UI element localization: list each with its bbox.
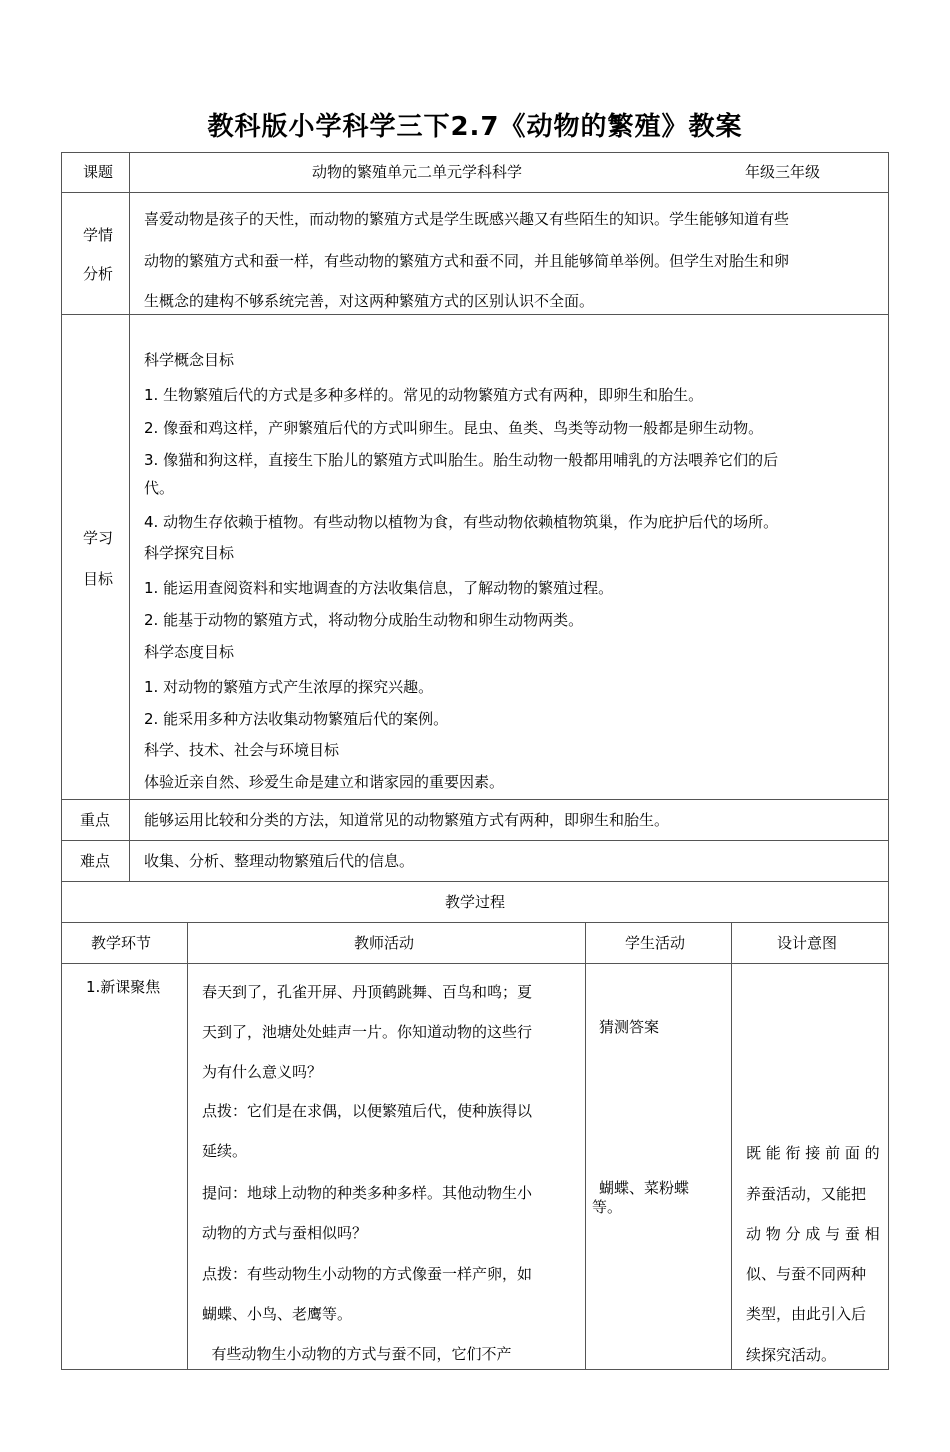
goals-label-line2: 目标: [83, 570, 114, 588]
key-point-text: 能够运用比较和分类的方法，知道常见的动物繁殖方式有两种，即卵生和胎生。: [144, 811, 670, 829]
row-divider: [61, 840, 889, 841]
teacher-activity-line: 点拨：有些动物生小动物的方式像蚕一样产卵，如: [202, 1265, 533, 1283]
teacher-activity-line: 动物的方式与蚕相似吗？: [202, 1224, 368, 1242]
col-header-design: 设计意图: [777, 934, 838, 952]
column-divider: [731, 922, 732, 1370]
analysis-text-line3: 生概念的建构不够系统完善，对这两种繁殖方式的区别认识不全面。: [144, 292, 595, 310]
concept-goal-item: 3. 像猫和狗这样，直接生下胎儿的繁殖方式叫胎生。胎生动物一般都用哺乳的方法喂养它们的后: [144, 451, 779, 469]
teacher-activity-line: 蝴蝶、小鸟、老鹰等。: [202, 1305, 353, 1323]
attitude-goal-item: 2. 能采用多种方法收集动物繁殖后代的案例。: [144, 710, 449, 728]
concept-goal-item: 2. 像蚕和鸡这样，产卵繁殖后代的方式叫卵生。昆虫、鱼类、鸟类等动物一般都是卵生动物。: [144, 419, 764, 437]
teacher-activity-line: 提问：地球上动物的种类多种多样。其他动物生小: [202, 1184, 533, 1202]
design-intent-line: 养蚕活动，又能把: [746, 1185, 867, 1203]
inquiry-goals-heading: 科学探究目标: [144, 544, 235, 562]
inquiry-goal-item: 2. 能基于动物的繁殖方式，将动物分成胎生动物和卵生动物两类。: [144, 611, 584, 629]
analysis-text-line1: 喜爱动物是孩子的天性，而动物的繁殖方式是学生既感兴趣又有些陌生的知识。学生能够知道有些: [144, 210, 790, 228]
attitude-goal-item: 1. 对动物的繁殖方式产生浓厚的探究兴趣。: [144, 678, 434, 696]
design-intent-line: 类型，由此引入后: [746, 1305, 867, 1323]
teacher-activity-line: 有些动物生小动物的方式与蚕不同，它们不产: [202, 1345, 512, 1363]
row-divider: [61, 799, 889, 800]
concept-goal-item: 4. 动物生存依赖于植物。有些动物以植物为食，有些动物依赖植物筑巢，作为庇护后代的场所。: [144, 513, 779, 531]
process-title: 教学过程: [445, 893, 506, 911]
grade-value: 年级三年级: [745, 163, 821, 181]
attitude-goals-heading: 科学态度目标: [144, 643, 235, 661]
col-header-student: 学生活动: [625, 934, 686, 952]
col-header-stage: 教学环节: [91, 934, 152, 952]
analysis-text-line2: 动物的繁殖方式和蚕一样，有些动物的繁殖方式和蚕不同，并且能够简单举例。但学生对胎生和卵: [144, 252, 790, 270]
difficulty-text: 收集、分析、整理动物繁殖后代的信息。: [144, 852, 415, 870]
design-intent-line: 续探究活动。: [746, 1346, 837, 1364]
design-intent-line: 动 物 分 成 与 蚕 相: [746, 1225, 880, 1243]
teacher-activity-line: 春天到了，孔雀开屏、丹顶鹤跳舞、百鸟和鸣；夏: [202, 983, 533, 1001]
concept-goal-item: 1. 生物繁殖后代的方式是多种多样的。常见的动物繁殖方式有两种，即卵生和胎生。: [144, 386, 704, 404]
topic-label: 课题: [83, 163, 114, 181]
concept-goals-heading: 科学概念目标: [144, 351, 235, 369]
col-header-teacher: 教师活动: [354, 934, 415, 952]
difficulty-label: 难点: [80, 852, 111, 870]
student-activity-text-continued: 等。: [592, 1198, 623, 1216]
student-activity-text: 蝴蝶、菜粉蝶: [599, 1179, 690, 1197]
row-divider: [61, 192, 889, 193]
design-intent-line: 既 能 衔 接 前 面 的: [746, 1144, 880, 1162]
inquiry-goal-item: 1. 能运用查阅资料和实地调查的方法收集信息，了解动物的繁殖过程。: [144, 579, 614, 597]
row-divider: [61, 314, 889, 315]
goals-label-line1: 学习: [83, 529, 114, 547]
stage-name: 1.新课聚焦: [86, 978, 161, 996]
row-divider: [61, 963, 889, 964]
column-divider: [187, 922, 188, 1370]
topic-value: 动物的繁殖单元二单元学科科学: [312, 163, 523, 181]
row-divider: [61, 922, 889, 923]
teacher-activity-line: 天到了，池塘处处蛙声一片。你知道动物的这些行: [202, 1023, 533, 1041]
student-activity-text: 猜测答案: [599, 1018, 660, 1036]
concept-goal-item-continued: 代。: [144, 479, 175, 497]
sts-goal-text: 体验近亲自然、珍爱生命是建立和谐家园的重要因素。: [144, 773, 505, 791]
sts-goals-heading: 科学、技术、社会与环境目标: [144, 741, 340, 759]
column-divider: [129, 152, 130, 881]
design-intent-line: 似、与蚕不同两种: [746, 1265, 867, 1283]
analysis-label-line2: 分析: [83, 265, 114, 283]
teacher-activity-line: 为有什么意义吗？: [202, 1063, 323, 1081]
analysis-label-line1: 学情: [83, 226, 114, 244]
teacher-activity-line: 延续。: [202, 1142, 248, 1160]
column-divider: [585, 922, 586, 1370]
key-point-label: 重点: [80, 811, 111, 829]
row-divider: [61, 881, 889, 882]
teacher-activity-line: 点拨：它们是在求偶，以便繁殖后代，使种族得以: [202, 1102, 533, 1120]
document-title: 教科版小学科学三下2.7《动物的繁殖》教案: [207, 112, 743, 142]
